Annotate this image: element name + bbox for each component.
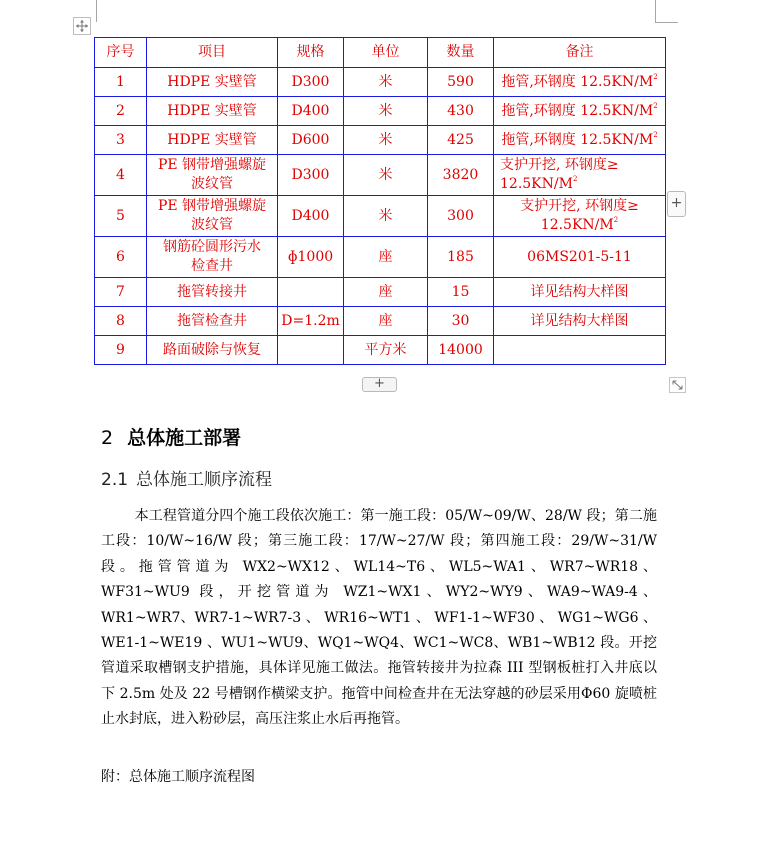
note-superscript: 2 bbox=[572, 175, 578, 183]
cell-unit[interactable]: 米 bbox=[344, 196, 428, 237]
header-cell-no[interactable]: 序号 bbox=[95, 38, 147, 68]
cell-qty[interactable]: 3820 bbox=[428, 155, 494, 196]
cell-spec[interactable]: D600 bbox=[278, 126, 344, 155]
cell-item[interactable] bbox=[147, 237, 278, 278]
header-cell-item[interactable]: 项目 bbox=[147, 38, 278, 68]
cell-no[interactable]: 1 bbox=[95, 68, 147, 97]
cell-qty[interactable]: 425 bbox=[428, 126, 494, 155]
cell-note[interactable] bbox=[494, 155, 666, 196]
table-move-handle[interactable] bbox=[73, 17, 91, 35]
cell-unit[interactable]: 米 bbox=[344, 126, 428, 155]
cell-unit[interactable]: 米 bbox=[344, 155, 428, 196]
cell-unit[interactable]: 座 bbox=[344, 307, 428, 336]
note-text: 12.5KN/M bbox=[500, 176, 573, 192]
table-resize-handle[interactable] bbox=[669, 377, 686, 393]
cell-note[interactable] bbox=[494, 196, 666, 237]
section-number: 2 bbox=[101, 427, 114, 449]
cell-unit[interactable]: 米 bbox=[344, 68, 428, 97]
item-line: PE 钢带增强螺旋 bbox=[157, 198, 267, 214]
cell-item[interactable]: HDPE 实壁管 bbox=[147, 126, 278, 155]
cell-spec[interactable] bbox=[278, 336, 344, 365]
cell-item[interactable] bbox=[147, 155, 278, 196]
cell-no[interactable]: 4 bbox=[95, 155, 147, 196]
cell-note[interactable] bbox=[494, 126, 666, 155]
cell-unit[interactable]: 平方米 bbox=[344, 336, 428, 365]
move-arrows-icon bbox=[75, 19, 89, 33]
cell-note[interactable] bbox=[494, 68, 666, 97]
page-margin-mark-left bbox=[96, 0, 97, 22]
header-cell-unit[interactable]: 单位 bbox=[344, 38, 428, 68]
header-cell-spec[interactable]: 规格 bbox=[278, 38, 344, 68]
note-text: 拖管,环钢度 12.5KN/M bbox=[501, 131, 654, 148]
note-superscript: 2 bbox=[613, 216, 619, 224]
cell-spec[interactable] bbox=[278, 278, 344, 307]
cell-spec[interactable]: D300 bbox=[278, 155, 344, 196]
subsection-heading bbox=[101, 465, 272, 490]
cell-spec[interactable]: D400 bbox=[278, 97, 344, 126]
cell-no[interactable]: 2 bbox=[95, 97, 147, 126]
table-row bbox=[95, 68, 666, 97]
cell-qty[interactable]: 430 bbox=[428, 97, 494, 126]
item-line: 波纹管 bbox=[191, 217, 233, 233]
cell-qty[interactable]: 30 bbox=[428, 307, 494, 336]
note-text: 12.5KN/M bbox=[540, 217, 614, 233]
table-row bbox=[95, 336, 666, 365]
header-cell-note[interactable]: 备注 bbox=[494, 38, 666, 68]
note-line: 支护开挖, 环钢度≥ bbox=[500, 157, 619, 173]
cell-spec[interactable]: D300 bbox=[278, 68, 344, 97]
cell-no[interactable]: 5 bbox=[95, 196, 147, 237]
cell-qty[interactable]: 185 bbox=[428, 237, 494, 278]
table-row bbox=[95, 237, 666, 278]
add-row-button[interactable]: + bbox=[362, 377, 397, 392]
cell-note[interactable]: 详见结构大样图 bbox=[494, 307, 666, 336]
item-line: PE 钢带增强螺旋 bbox=[157, 157, 267, 173]
table-row bbox=[95, 97, 666, 126]
cell-unit[interactable]: 座 bbox=[344, 237, 428, 278]
cell-item[interactable]: HDPE 实壁管 bbox=[147, 97, 278, 126]
cell-qty[interactable]: 15 bbox=[428, 278, 494, 307]
cell-note[interactable]: 详见结构大样图 bbox=[494, 278, 666, 307]
subsection-number: 2.1 bbox=[101, 470, 129, 490]
note-text: 拖管,环钢度 12.5KN/M bbox=[501, 102, 654, 119]
add-column-button[interactable]: + bbox=[667, 191, 686, 217]
note-line: 支护开挖, 环钢度≥ bbox=[520, 198, 639, 214]
header-cell-qty[interactable]: 数量 bbox=[428, 38, 494, 68]
cell-no[interactable]: 8 bbox=[95, 307, 147, 336]
note-superscript: 2 bbox=[653, 130, 658, 139]
cell-item[interactable]: 路面破除与恢复 bbox=[147, 336, 278, 365]
table-row bbox=[95, 155, 666, 196]
section-heading bbox=[101, 423, 241, 450]
cell-qty[interactable]: 590 bbox=[428, 68, 494, 97]
subsection-title: 总体施工顺序流程 bbox=[136, 470, 273, 490]
table-row bbox=[95, 126, 666, 155]
appendix-line: 附：总体施工顺序流程图 bbox=[101, 769, 255, 785]
cell-spec[interactable]: D=1.2m bbox=[278, 307, 344, 336]
cell-no[interactable]: 9 bbox=[95, 336, 147, 365]
cell-no[interactable]: 3 bbox=[95, 126, 147, 155]
cell-item[interactable] bbox=[147, 196, 278, 237]
cell-qty[interactable]: 300 bbox=[428, 196, 494, 237]
item-line: 波纹管 bbox=[191, 176, 233, 192]
cell-item[interactable]: HDPE 实壁管 bbox=[147, 68, 278, 97]
cell-unit[interactable]: 米 bbox=[344, 97, 428, 126]
table-row bbox=[95, 196, 666, 237]
table-row bbox=[95, 278, 666, 307]
cell-unit[interactable]: 座 bbox=[344, 278, 428, 307]
page-margin-mark-right bbox=[655, 0, 678, 23]
cell-note[interactable]: 06MS201-5-11 bbox=[494, 237, 666, 278]
cell-spec[interactable]: ɸ1000 bbox=[278, 237, 344, 278]
body-paragraph: 本工程管道分四个施工段依次施工：第一施工段：05/W~09/W、28/W 段；第二施工段：10/W~16/W 段；第三施工段：17/W~27/W 段；第四施工段：29/W~31/W 段。拖管管道为 WX2~WX12、WL14~T6、WL5~WA1、WR7~WR18、WF31~WU9 段，开挖管道为 WZ1~WX1、WY2~WY9、WA9~WA9-4、WR1~WR7、WR7-1~WR7-3 、 WR16~WT1 、 WF1-1~WF30 、 WG1~WG6 、 WE1-1~WE19 、WU1~WU9、WQ1~WQ4、WC1~WC8、WB1~WB12 段。开挖管道采取槽钢支护措施，具体详见施工做法。拖管转接井为拉森 III 型钢板桩打入井底以下 2.5m 处及 22 号槽钢作横梁支护。拖管中间检查井在无法穿越的砂层采用Φ60 旋喷桩止水封底，进入粉砂层，高压注浆止水后再拖管。 bbox=[101, 508, 657, 728]
note-superscript: 2 bbox=[653, 72, 658, 81]
cell-no[interactable]: 7 bbox=[95, 278, 147, 307]
item-line: 钢筋砼圆形污水 bbox=[163, 239, 261, 255]
cell-spec[interactable]: D400 bbox=[278, 196, 344, 237]
cell-note[interactable] bbox=[494, 336, 666, 365]
item-line: 检查井 bbox=[191, 258, 233, 274]
cell-item[interactable]: 拖管转接井 bbox=[147, 278, 278, 307]
materials-table bbox=[94, 37, 666, 365]
note-line bbox=[500, 175, 662, 194]
section-title: 总体施工部署 bbox=[127, 427, 242, 449]
note-text: 拖管,环钢度 12.5KN/M bbox=[501, 73, 654, 90]
cell-item[interactable]: 拖管检查井 bbox=[147, 307, 278, 336]
resize-arrows-icon bbox=[671, 379, 684, 391]
note-line bbox=[497, 216, 662, 235]
cell-qty[interactable]: 14000 bbox=[428, 336, 494, 365]
cell-note[interactable] bbox=[494, 97, 666, 126]
cell-no[interactable]: 6 bbox=[95, 237, 147, 278]
note-superscript: 2 bbox=[653, 101, 658, 110]
table-row bbox=[95, 307, 666, 336]
table-header-row bbox=[95, 38, 666, 68]
